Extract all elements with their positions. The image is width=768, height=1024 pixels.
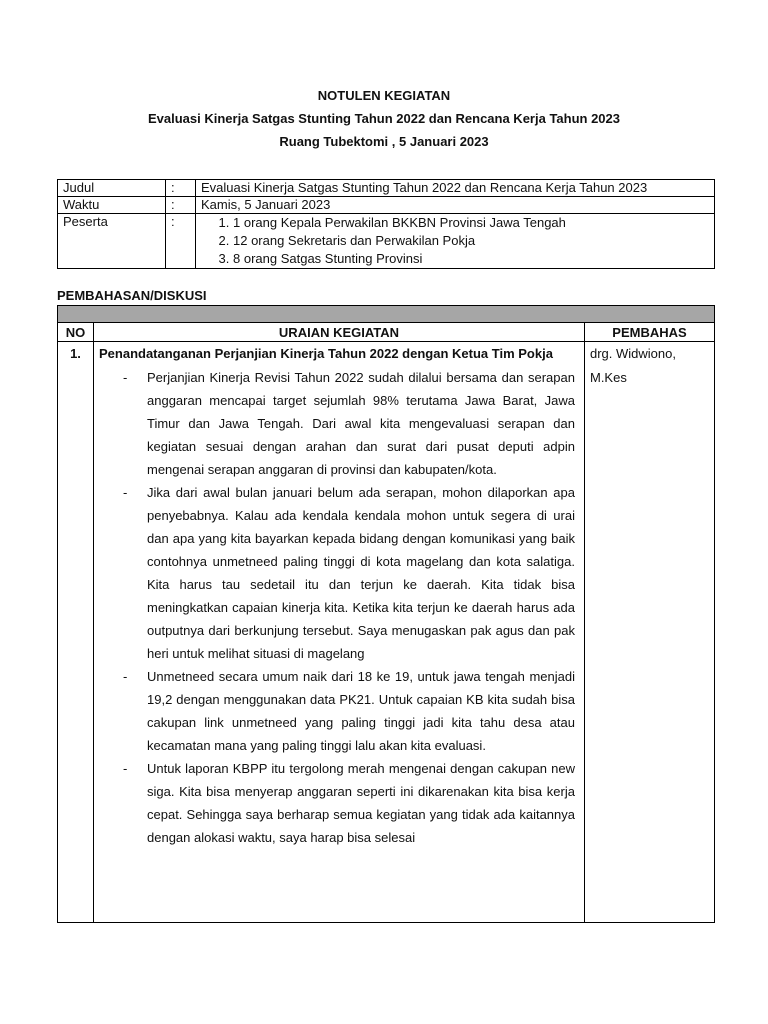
table-row <box>58 342 715 923</box>
dash-marker: - <box>123 761 128 776</box>
table-shaded-header <box>58 306 715 323</box>
discussion-table <box>57 305 715 923</box>
info-separator: : <box>166 214 196 269</box>
info-separator: : <box>166 197 196 214</box>
row-number: 1. <box>58 342 94 923</box>
discussion-point-text: Unmetneed secara umum naik dari 18 ke 19, untuk jawa tengah menjadi 19,2 dengan menggunakan data PK21. Untuk capaian KB kita sudah bisa cakupan link unmetneed yang paling tinggi jadi kita tahu desa atau kecamatan mana yang paling tinggi lalu akan kita evaluasi. <box>147 669 575 753</box>
row-pembahas: drg. Widwiono, M.Kes <box>584 342 714 923</box>
peserta-list <box>201 214 709 268</box>
discussion-points <box>99 366 579 849</box>
table-header-row <box>58 323 715 342</box>
info-row-judul <box>58 180 715 197</box>
info-separator: : <box>166 180 196 197</box>
info-label: Peserta <box>58 214 166 269</box>
info-value: Evaluasi Kinerja Satgas Stunting Tahun 2022 dan Rencana Kerja Tahun 2023 <box>196 180 715 197</box>
dash-marker: - <box>123 485 128 500</box>
info-value: Kamis, 5 Januari 2023 <box>196 197 715 214</box>
document-subtitle: Evaluasi Kinerja Satgas Stunting Tahun 2022 dan Rencana Kerja Tahun 2023 <box>148 111 620 126</box>
discussion-point-text: Jika dari awal bulan januari belum ada serapan, mohon dilaporkan apa penyebabnya. Kalau ada kendala kendala mohon untuk segera di urai dan apa yang kita bayarkan kepada bidang dengan komunikasi yang baik contohnya unmetneed paling tinggi di kota magelang dan kota salatiga. Kita harus tau sedetail itu dan terjun ke daerah. Kita tidak bisa meningkatkan capaian kinerja kita. Ketika kita terjun ke daerah harus ada outputnya dari berkunjung tersebut. Saya menugaskan pak agus dan pak heri untuk melihat situasi di magelang <box>147 485 575 661</box>
row-uraian <box>94 342 585 923</box>
agenda-title: Penandatanganan Perjanjian Kinerja Tahun 2022 dengan Ketua Tim Pokja <box>99 346 553 361</box>
dash-marker: - <box>123 669 128 684</box>
column-header-uraian: URAIAN KEGIATAN <box>94 323 585 342</box>
peserta-item: 3. 8 orang Satgas Stunting Provinsi <box>233 250 709 268</box>
discussion-point-text: Untuk laporan KBPP itu tergolong merah mengenai dengan cakupan new siga. Kita bisa menyerap anggaran seperti ini dikarenakan kita bisa kerja cepat. Sehingga saya berharap semua kegiatan yang tidak ada kaitannya dengan alokasi waktu, saya harap bisa selesai <box>147 761 575 845</box>
discussion-point <box>99 665 579 757</box>
document-location-date: Ruang Tubektomi , 5 Januari 2023 <box>279 134 489 149</box>
info-value <box>196 214 715 269</box>
info-label: Judul <box>58 180 166 197</box>
info-table <box>57 179 715 269</box>
info-label: Waktu <box>58 197 166 214</box>
column-header-no: NO <box>58 323 94 342</box>
info-row-peserta <box>58 214 715 269</box>
section-title: PEMBAHASAN/DISKUSI <box>57 288 207 303</box>
document-title: NOTULEN KEGIATAN <box>317 88 451 103</box>
discussion-point <box>99 757 579 849</box>
discussion-point-text: Perjanjian Kinerja Revisi Tahun 2022 sudah dilalui bersama dan serapan anggaran mencapai target sejumlah 98% terutama Jawa Barat, Jawa Timur dan Jawa Tengah. Dari awal kita mengevaluasi serapan dan kegiatan sesuai dengan arahan dan surat dari pusat deputi adpin mengenai serapan anggaran di provinsi dan kabupaten/kota. <box>147 370 575 477</box>
discussion-point <box>99 481 579 665</box>
info-row-waktu <box>58 197 715 214</box>
peserta-item: 1. 1 orang Kepala Perwakilan BKKBN Provinsi Jawa Tengah <box>233 214 709 232</box>
discussion-point <box>99 366 579 481</box>
dash-marker: - <box>123 370 128 385</box>
column-header-pembahas: PEMBAHAS <box>584 323 714 342</box>
peserta-item: 2. 12 orang Sekretaris dan Perwakilan Pokja <box>233 232 709 250</box>
